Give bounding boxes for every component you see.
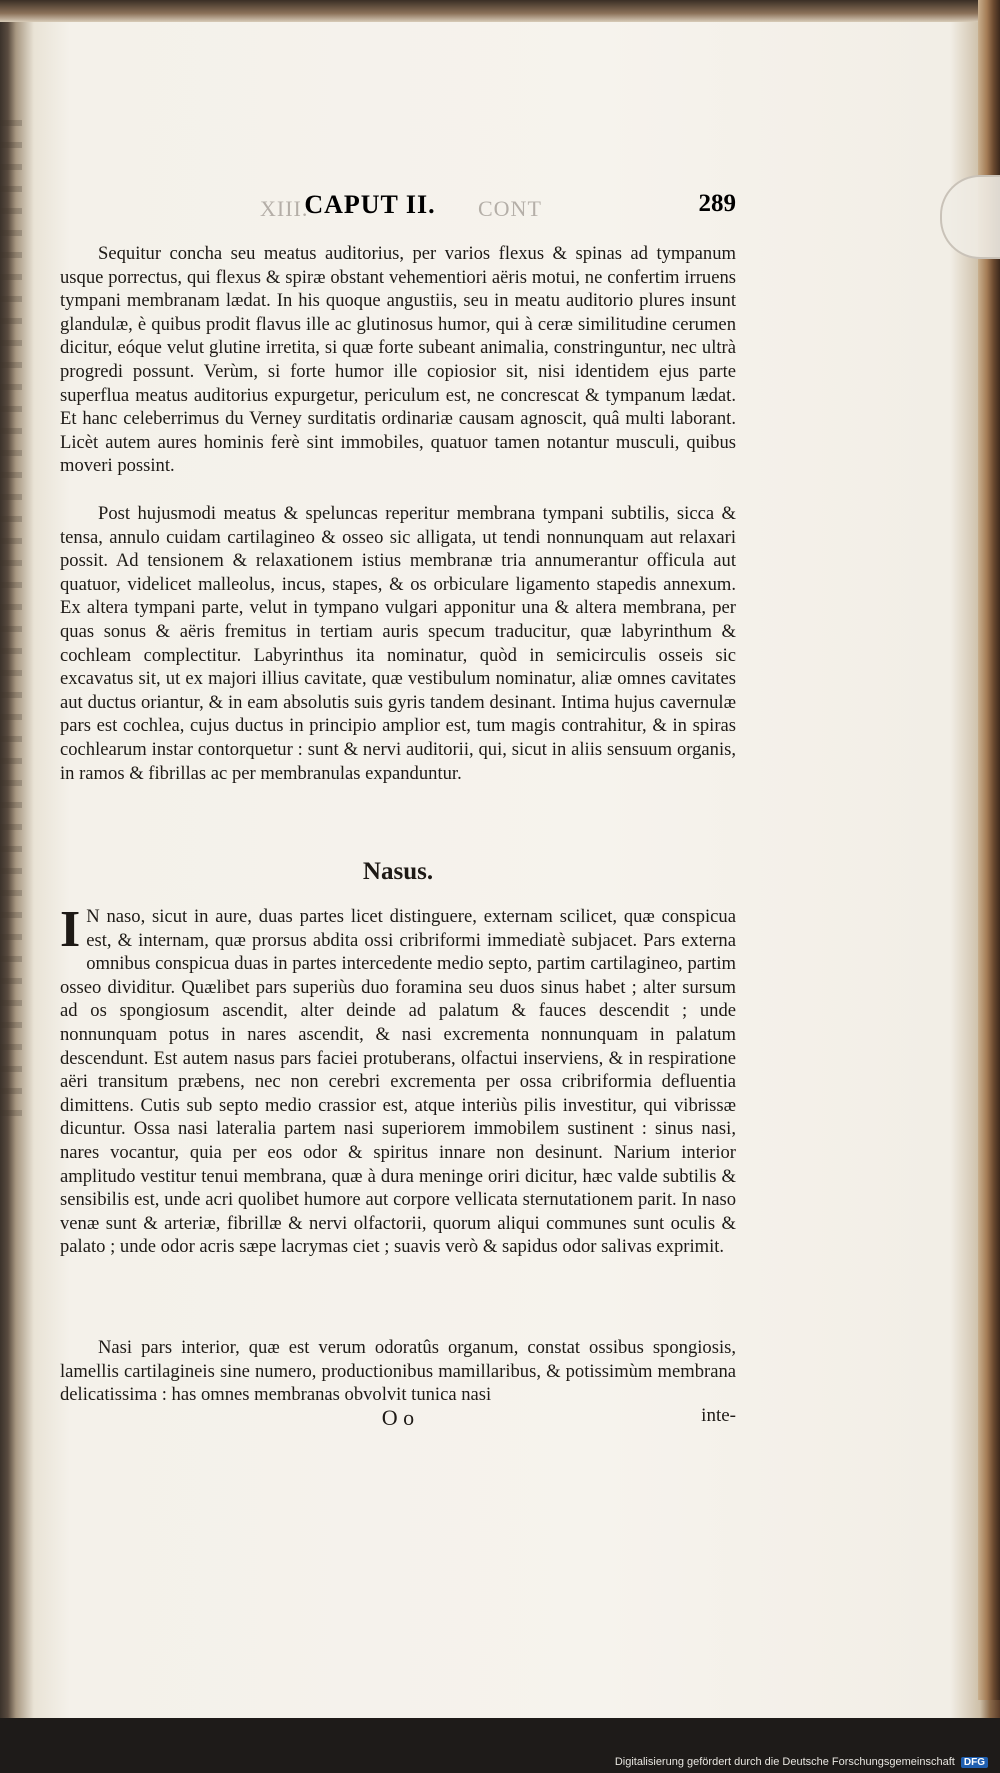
dfg-logo-icon: DFG bbox=[961, 1757, 988, 1768]
page-number: 289 bbox=[698, 190, 736, 217]
drop-initial: I bbox=[60, 901, 81, 958]
credit-text: Digitalisierung gefördert durch die Deutsche Forschungsgemeinschaft bbox=[614, 1756, 955, 1768]
paragraph-tympanum bbox=[60, 502, 736, 785]
digitization-credit bbox=[615, 1756, 988, 1768]
bleed-through-head-right: CONT bbox=[478, 196, 542, 221]
page-foot bbox=[60, 1405, 736, 1433]
paragraph-nasi-interior bbox=[60, 1336, 736, 1407]
signature-mark: O o bbox=[381, 1405, 415, 1430]
catchword: inte- bbox=[701, 1405, 736, 1426]
chapter-title: CAPUT II. bbox=[304, 190, 436, 219]
paragraph-text: Post hujusmodi meatus & speluncas reperitur membrana tympani subtilis, sicca & tensa, annulo cuidam cartilagineo & osseo sic alligata, ut tendi nonnunquam aut relaxari possit. Ad tensionem & relaxationem istius membranæ tria annumerantur officula aut quatuor, videlicet malleolus, incus, stapes, & os orbiculare ligamento stapedis annexum. Ex altera tympani parte, velut in tympano vulgari apponitur una & altera membrana, per quas sonus & aëris fremitus in tertiam auris specum traducitur, quæ labyrinthum & cochleam complectitur. Labyrinthus ita nominatur, quòd in semicirculis osseis sic excavatus sit, ut ex majori illius cavitate, quæ vestibulum nominatur, aliæ omnes cavitates aut ductus oriantur, & in eam absolutis suis gyris tandem desinant. Intima hujus cavernulæ pars est cochlea, cujus ductus in principio amplior est, tum magis contrahitur, & in spiras cochlearum instar contorquetur : sunt & nervi auditorii, qui, sicut in aliis sensuum organis, in ramos & fibrillas ac per membranulas expanduntur. bbox=[60, 503, 736, 784]
facing-page-edge bbox=[0, 120, 22, 1120]
running-head bbox=[60, 190, 736, 230]
section-heading: Nasus. bbox=[362, 858, 434, 885]
paragraph-body: N naso, sicut in aure, duas partes licet distinguere, externam scilicet, quæ conspicua est, & internam, quæ prorsus abdita ossi cribriformi immediatè subjacet. Pars externa omnibus conspicua duas in partes intercedente medio septo, partim cartilagineo, partim osseo dividitur. Quælibet pars superiùs duo foramina seu duos sinus habet ; alter sursum ad os spongiosum ascendit, alter deinde ad palatum & fauces descendit ; unde nonnunquam potus in nares ascendit, & nasi excrementa nonnunquam in palatum descendunt. Est autem nasus pars faciei protuberans, olfactui inserviens, & in respiratione aëri transitum præbens, nec non cerebri excrementa per ossa cribriformia defluentia dimittens. Cutis sub septo medio crassior est, atque interiùs pilis investitur, qui vibrissæ dicuntur. Ossa nasi lateralia partem nasi superiorem immobilem sustinent : sinus nasi, nares vocantur, quia per eos odor & spiritus innare non desinunt. Narium interior amplitudo vestitur tenui membrana, quæ à dura meninge oriri dicitur, hæc valde subtilis & sensibilis est, unde acri quolibet humore aut corpore vellicata sternutationem parit. In naso venæ sunt & arteriæ, fibrillæ & nervi olfactorii, quorum aliqui communes sunt oculis & palato ; unde odor acris sæpe lacrymas ciet ; suavis verò & sapidus odor salivas exprimit. bbox=[60, 906, 736, 1258]
paragraph-nasus bbox=[60, 901, 736, 1259]
book-top-edge bbox=[0, 0, 1000, 22]
paragraph-text: Nasi pars interior, quæ est verum odoratûs organum, constat ossibus spongiosis, lamellis cartilagineis sine numero, productionibus mamillaribus, & potissimùm membrana delicatissima : has omnes membranas obvolvit tunica nasi bbox=[60, 1337, 736, 1406]
bleed-through-head-left: XIII. bbox=[260, 196, 309, 221]
paragraph-concha bbox=[60, 242, 736, 478]
paragraph-text: Sequitur concha seu meatus auditorius, per varios flexus & spinas ad tympanum usque porrectus, qui flexus & spiræ obstant vehementiori aëris motui, ne confertim irruens tympani membranam lædat. In his quoque angustiis, seu in meatu auditorio plures insunt glandulæ, è quibus prodit flavus ille ac glutinosus humor, qui à ceræ similitudine cerumen dicitur, eóque velut glutine irretita, si quæ forte subeant animalia, constringuntur, nec ultrà progredi possunt. Verùm, si forte humor ille copiosior sit, nisi identidem ejus parte superflua meatus auditorius expurgetur, periculum est, ne concrescat & tympanum lædat. Et hanc celeberrimus du Verney surditatis ordinariæ causam agnoscit, quâ multi laborant. Licèt autem aures hominis ferè sint immobiles, quatuor tamen notantur musculi, quibus moveri possint. bbox=[60, 243, 736, 477]
paragraph-text bbox=[60, 901, 736, 1259]
